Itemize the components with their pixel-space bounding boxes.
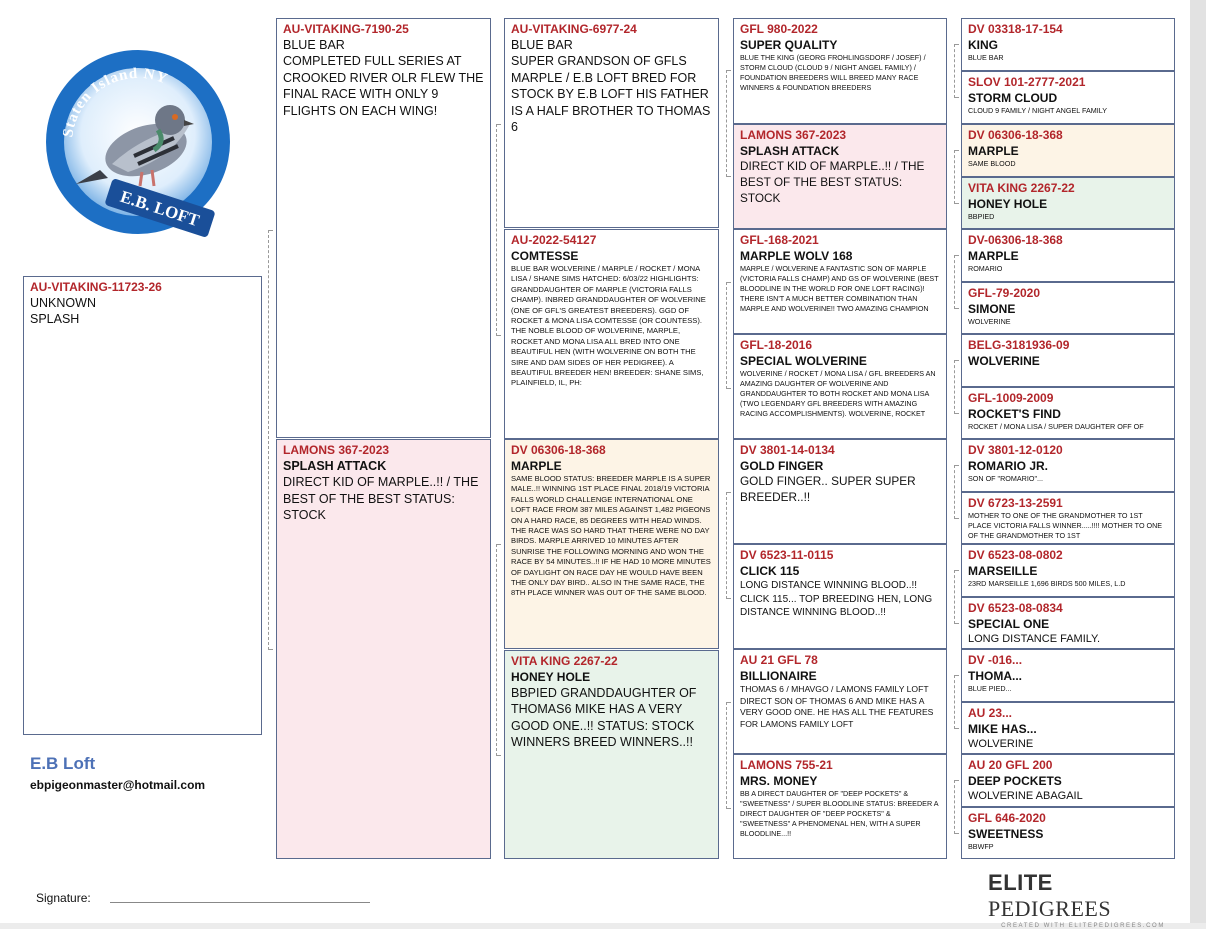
gen4-card-14 bbox=[961, 702, 1175, 754]
gen3-2-notes: DIRECT KID OF MARPLE..!! / THE BEST OF THE BEST STATUS: STOCK bbox=[740, 159, 925, 205]
bracket-gen3-4 bbox=[726, 702, 731, 809]
gen3-1-name: SUPER QUALITY bbox=[740, 38, 838, 52]
gen4-9-band-id: DV 3801-12-0120 bbox=[968, 443, 1063, 457]
gen4-15-notes: WOLVERINE ABAGAIL bbox=[968, 790, 1083, 802]
gen4-5-band-id: DV-06306-18-368 bbox=[968, 233, 1063, 247]
bracket-gen4-1 bbox=[954, 44, 959, 98]
gen2-4-notes: BBPIED GRANDDAUGHTER OF THOMAS6 MIKE HAS A VERY GOOD ONE..!! STATUS: STOCK WINNERS BREED WINNERS..!! bbox=[511, 686, 697, 750]
gen3-5-notes: GOLD FINGER.. SUPER SUPER BREEDER..!! bbox=[740, 474, 916, 504]
bracket-gen4-4 bbox=[954, 360, 959, 414]
gen3-card-4 bbox=[733, 334, 947, 439]
owner-name: E.B Loft bbox=[30, 754, 96, 773]
gen3-5-name: GOLD FINGER bbox=[740, 459, 824, 473]
gen4-1-name: KING bbox=[968, 38, 998, 52]
gen4-13-notes: BLUE PIED... bbox=[968, 684, 1012, 693]
gen3-1-band-id: GFL 980-2022 bbox=[740, 22, 818, 36]
brand-name-lead: E bbox=[988, 870, 1004, 895]
gen4-card-3 bbox=[961, 124, 1175, 177]
gen3-6-name: CLICK 115 bbox=[740, 564, 800, 578]
gen4-7-name: WOLVERINE bbox=[968, 354, 1040, 368]
gen4-8-notes: ROCKET / MONA LISA / SUPER DAUGHTER OFF OF bbox=[968, 422, 1144, 431]
subject-band-id: AU-VITAKING-11723-26 bbox=[30, 280, 162, 294]
sire-color: BLUE BAR bbox=[283, 38, 345, 52]
gen4-11-name: MARSEILLE bbox=[968, 564, 1038, 578]
gen3-card-5 bbox=[733, 439, 947, 544]
gen4-card-16 bbox=[961, 807, 1175, 859]
gen4-7-band-id: BELG-3181936-09 bbox=[968, 338, 1070, 352]
gen3-4-notes: WOLVERINE / ROCKET / MONA LISA / GFL BREEDERS AN AMAZING DAUGHTER OF WOLVERINE AND GRANDDAUGHTER TO BOTH ROCKET AND MONA LISA (TWO LEGENDARY GFL BREEDERS WITH AMAZING RACING ACCOMPLISHMENTS). WOLVERINE, ROCKET bbox=[740, 369, 936, 418]
sire-band-id: AU-VITAKING-7190-25 bbox=[283, 22, 409, 36]
gen2-2-band-id: AU-2022-54127 bbox=[511, 233, 597, 247]
gen2-3-band-id: DV 06306-18-368 bbox=[511, 443, 606, 457]
gen3-card-1 bbox=[733, 18, 947, 124]
gen4-12-name: SPECIAL ONE bbox=[968, 617, 1050, 631]
gen2-card-1 bbox=[504, 18, 719, 228]
gen4-card-11 bbox=[961, 544, 1175, 597]
gen3-8-name: MRS. MONEY bbox=[740, 774, 818, 788]
bracket-gen4-8 bbox=[954, 780, 959, 834]
gen4-card-5 bbox=[961, 229, 1175, 282]
subject-card bbox=[23, 276, 262, 735]
gen4-14-name: MIKE HAS... bbox=[968, 722, 1037, 736]
gen4-5-name: MARPLE bbox=[968, 249, 1019, 263]
gen4-1-band-id: DV 03318-17-154 bbox=[968, 22, 1063, 36]
gen4-9-name: ROMARIO JR. bbox=[968, 459, 1049, 473]
gen3-2-band-id: LAMONS 367-2023 bbox=[740, 128, 847, 142]
gen4-16-name: SWEETNESS bbox=[968, 827, 1044, 841]
brand-subtitle: CREATED WITH ELITEPEDIGREES.COM bbox=[1001, 923, 1165, 929]
gen2-2-notes: BLUE BAR WOLVERINE / MARPLE / ROCKET / MONA LISA / SHANE SIMS HATCHED: 6/03/22 HIGHLIGHTS: GRANDDAUGHTER OF MARPLE (VICTORIA FALLS CHAMP). INBRED GRANDDAUGHTER OF WOLVERINE (ONE OF GFL'S GREATEST BREEDERS). GGD OF ROCKET & MONA LISA COMTESSE (OR COUNTESS). THE NOBLE BLOOD OF WOLVERINE, MARPLE, ROCKET AND MONA LISA ALL BRED INTO ONE BEAUTIFUL HEN (WITH WOLVERINE ON BOTH THE SIRE AND DAM SIDES OF HER PEDIGREE). A BEAUTIFUL BREEDER HEN! BREEDER: SHANE SIMS, PLAINFIELD, IL, PH: bbox=[511, 264, 706, 388]
gen4-11-notes: 23RD MARSEILLE 1,696 BIRDS 500 MILES, L.D bbox=[968, 579, 1126, 588]
gen3-7-band-id: AU 21 GFL 78 bbox=[740, 653, 818, 667]
gen4-9-notes: SON OF "ROMARIO"... bbox=[968, 474, 1043, 483]
brand-block bbox=[988, 870, 1178, 929]
gen3-4-band-id: GFL-18-2016 bbox=[740, 338, 813, 352]
owner-email[interactable]: ebpigeonmaster@hotmail.com bbox=[30, 778, 206, 792]
loft-logo bbox=[42, 46, 234, 238]
gen4-card-7 bbox=[961, 334, 1175, 387]
brand-name-tail: PEDIGREES bbox=[988, 896, 1112, 921]
gen4-card-1 bbox=[961, 18, 1175, 71]
gen4-3-name: MARPLE bbox=[968, 144, 1019, 158]
gen3-5-band-id: DV 3801-14-0134 bbox=[740, 443, 835, 457]
gen3-7-name: BILLIONAIRE bbox=[740, 669, 817, 683]
gen3-6-band-id: DV 6523-11-0115 bbox=[740, 548, 834, 562]
gen4-13-name: THOMA... bbox=[968, 669, 1022, 683]
owner-block bbox=[30, 754, 205, 792]
bracket-gen1 bbox=[268, 230, 273, 650]
gen2-1-color: BLUE BAR bbox=[511, 38, 573, 52]
gen2-4-name: HONEY HOLE bbox=[511, 670, 591, 684]
gen2-4-band-id: VITA KING 2267-22 bbox=[511, 654, 618, 668]
sire-notes: COMPLETED FULL SERIES AT CROOKED RIVER OLR FLEW THE FINAL RACE WITH ONLY 9 FLIGHTS ON EACH WING! bbox=[283, 54, 484, 118]
gen2-card-2 bbox=[504, 229, 719, 439]
gen3-8-notes: BB A DIRECT DAUGHTER OF "DEEP POCKETS" & "SWEETNESS" / SUPER BLOODLINE STATUS: BREEDER A DIRECT DAUGHTER OF "DEEP POCKETS" & "SWEETNESS" A PHENOMENAL HEN, WITH A SUPER BLOODLINE...!! bbox=[740, 789, 939, 838]
gen4-card-6 bbox=[961, 282, 1175, 334]
gen4-6-band-id: GFL-79-2020 bbox=[968, 286, 1041, 300]
gen4-14-band-id: AU 23... bbox=[968, 706, 1013, 720]
gen4-8-band-id: GFL-1009-2009 bbox=[968, 391, 1054, 405]
gen4-13-band-id: DV -016... bbox=[968, 653, 1023, 667]
subject-line-2: SPLASH bbox=[30, 312, 80, 327]
dam-band-id: LAMONS 367-2023 bbox=[283, 443, 390, 457]
gen4-14-notes: WOLVERINE bbox=[968, 738, 1034, 750]
brand-name-rest: LITE bbox=[1003, 870, 1053, 895]
signature-label: Signature: bbox=[36, 891, 91, 905]
logo-arc-text: Staten Island NY bbox=[60, 65, 171, 139]
gen3-3-name: MARPLE WOLV 168 bbox=[740, 249, 853, 263]
gen3-3-notes: MARPLE / WOLVERINE A FANTASTIC SON OF MARPLE (VICTORIA FALLS CHAMP) AND GS OF WOLVERINE (BEST BLOODLINE IN THE WORLD FOR ONE LOFT RACING)! THERE ISN'T A MUCH BETTER COMBINATION THAN MARPLE AND WOLVERINE!! TWO AMAZING CHAMPION bbox=[740, 264, 939, 313]
bracket-gen4-7 bbox=[954, 675, 959, 729]
page-edge bbox=[1190, 0, 1206, 923]
gen4-15-name: DEEP POCKETS bbox=[968, 774, 1062, 788]
gen4-4-name: HONEY HOLE bbox=[968, 197, 1048, 211]
gen4-10-band-id: DV 6723-13-2591 bbox=[968, 496, 1063, 510]
dam-card bbox=[276, 439, 491, 859]
gen4-16-band-id: GFL 646-2020 bbox=[968, 811, 1046, 825]
gen3-2-name: SPLASH ATTACK bbox=[740, 144, 840, 158]
gen4-5-notes: ROMARIO bbox=[968, 264, 1003, 273]
gen3-card-3 bbox=[733, 229, 947, 334]
gen4-2-notes: CLOUD 9 FAMILY / NIGHT ANGEL FAMILY bbox=[968, 106, 1107, 115]
gen4-card-9 bbox=[961, 439, 1175, 492]
gen3-1-notes: BLUE THE KING (GEORG FROHLINGSDORF / JOSEF) / STORM CLOUD (CLOUD 9 / NIGHT ANGEL FAMILY) / FOUNDATION BREEDERS WILL BREED MANY RACE WINNERS & FOUNDATION BREEDERS bbox=[740, 53, 926, 92]
brand-logo bbox=[988, 870, 1178, 922]
gen4-6-notes: WOLVERINE bbox=[968, 317, 1011, 326]
gen4-2-name: STORM CLOUD bbox=[968, 91, 1058, 105]
gen3-4-name: SPECIAL WOLVERINE bbox=[740, 354, 867, 368]
gen4-card-13 bbox=[961, 649, 1175, 702]
gen4-1-notes: BLUE BAR bbox=[968, 53, 1004, 62]
bracket-gen3-3 bbox=[726, 492, 731, 599]
gen2-1-band-id: AU-VITAKING-6977-24 bbox=[511, 22, 637, 36]
gen4-card-8 bbox=[961, 387, 1175, 439]
bracket-gen4-3 bbox=[954, 255, 959, 309]
gen4-15-band-id: AU 20 GFL 200 bbox=[968, 758, 1053, 772]
gen4-3-band-id: DV 06306-18-368 bbox=[968, 128, 1063, 142]
bracket-gen4-5 bbox=[954, 465, 959, 519]
dam-notes: DIRECT KID OF MARPLE..!! / THE BEST OF THE BEST STATUS: STOCK bbox=[283, 475, 479, 523]
bracket-gen3-2 bbox=[726, 282, 731, 389]
gen4-8-name: ROCKET'S FIND bbox=[968, 407, 1061, 421]
gen2-1-notes: SUPER GRANDSON OF GFLS MARPLE / E.B LOFT BRED FOR STOCK BY E.B LOFT HIS FATHER IS A HALF BROTHER TO THOMAS 6 bbox=[511, 54, 711, 135]
gen3-card-7 bbox=[733, 649, 947, 754]
bracket-gen4-6 bbox=[954, 570, 959, 624]
gen3-card-8 bbox=[733, 754, 947, 859]
gen4-4-band-id: VITA KING 2267-22 bbox=[968, 181, 1075, 195]
sire-card bbox=[276, 18, 491, 438]
gen4-2-band-id: SLOV 101-2777-2021 bbox=[968, 75, 1086, 89]
gen4-3-notes: SAME BLOOD bbox=[968, 159, 1016, 168]
gen4-4-notes: BBPIED bbox=[968, 212, 995, 221]
gen4-11-band-id: DV 6523-08-0802 bbox=[968, 548, 1063, 562]
gen3-card-2 bbox=[733, 124, 947, 229]
bracket-gen4-2 bbox=[954, 150, 959, 204]
gen2-3-notes: SAME BLOOD STATUS: BREEDER MARPLE IS A SUPER MALE..!! WINNING 1ST PLACE FINAL 2018/19 VICTORIA FALLS WORLD CHALLENGE INTERNATIONAL ONE LOFT RACE FROM 387 MILES AGAINST 1,482 PIGEONS ON A HARD RACE, 85 DEGREES WITH HEAD WINDS. THE RACE WAS SO HARD THAT THERE WERE NO DAY BIRDS. MARPLE ARRIVED 10 MINUTES AFTER SUNRISE THE FOLLOWING MORNING AND WON THE RACE BY 54 MINUTES..!! IF HE HAD 10 MORE MINUTES OF DAYLIGHT ON RACE DAY HE WOULD HAVE BEEN THE ONLY DAY BIRD.. ALSO IN THE SAME RACE, THE 8TH PLACE WINNER WAS OUT OF THE SAME BLOOD. bbox=[511, 474, 711, 598]
gen4-card-10 bbox=[961, 492, 1175, 544]
gen4-card-4 bbox=[961, 177, 1175, 229]
gen4-card-2 bbox=[961, 71, 1175, 124]
bracket-gen2-top bbox=[496, 124, 501, 336]
bracket-gen3-1 bbox=[726, 70, 731, 177]
gen2-3-name: MARPLE bbox=[511, 459, 562, 473]
gen2-card-3 bbox=[504, 439, 719, 649]
gen4-card-15 bbox=[961, 754, 1175, 807]
logo-banner-text: E.B. LOFT bbox=[118, 186, 202, 231]
dam-name: SPLASH ATTACK bbox=[283, 459, 387, 473]
gen3-3-band-id: GFL-168-2021 bbox=[740, 233, 819, 247]
gen4-10-notes: MOTHER TO ONE OF THE GRANDMOTHER TO 1ST PLACE VICTORIA FALLS WINNER.....!!!! MOTHER TO ONE OF THE GRANDMOTHER TO 1ST bbox=[968, 511, 1163, 540]
gen3-7-notes: THOMAS 6 / MHAVGO / LAMONS FAMILY LOFT DIRECT SON OF THOMAS 6 AND MIKE HAS A VERY GOOD ONE. HE HAS ALL THE FEATURES FOR LAMONS FAMILY LOFT bbox=[740, 684, 934, 729]
gen4-card-12 bbox=[961, 597, 1175, 649]
gen4-16-notes: BBWFP bbox=[968, 842, 994, 851]
gen2-2-name: COMTESSE bbox=[511, 249, 579, 263]
gen3-card-6 bbox=[733, 544, 947, 649]
gen4-12-notes: LONG DISTANCE FAMILY. bbox=[968, 633, 1101, 645]
gen4-12-band-id: DV 6523-08-0834 bbox=[968, 601, 1063, 615]
gen3-6-notes: LONG DISTANCE WINNING BLOOD..!! CLICK 115... TOP BREEDING HEN, LONG DISTANCE WINNING BLOOD..!! bbox=[740, 580, 933, 618]
gen2-card-4 bbox=[504, 650, 719, 859]
gen3-8-band-id: LAMONS 755-21 bbox=[740, 758, 833, 772]
subject-line-1: UNKNOWN bbox=[30, 296, 96, 310]
gen4-6-name: SIMONE bbox=[968, 302, 1016, 316]
signature-line[interactable] bbox=[110, 902, 370, 903]
bracket-gen2-bottom bbox=[496, 544, 501, 756]
